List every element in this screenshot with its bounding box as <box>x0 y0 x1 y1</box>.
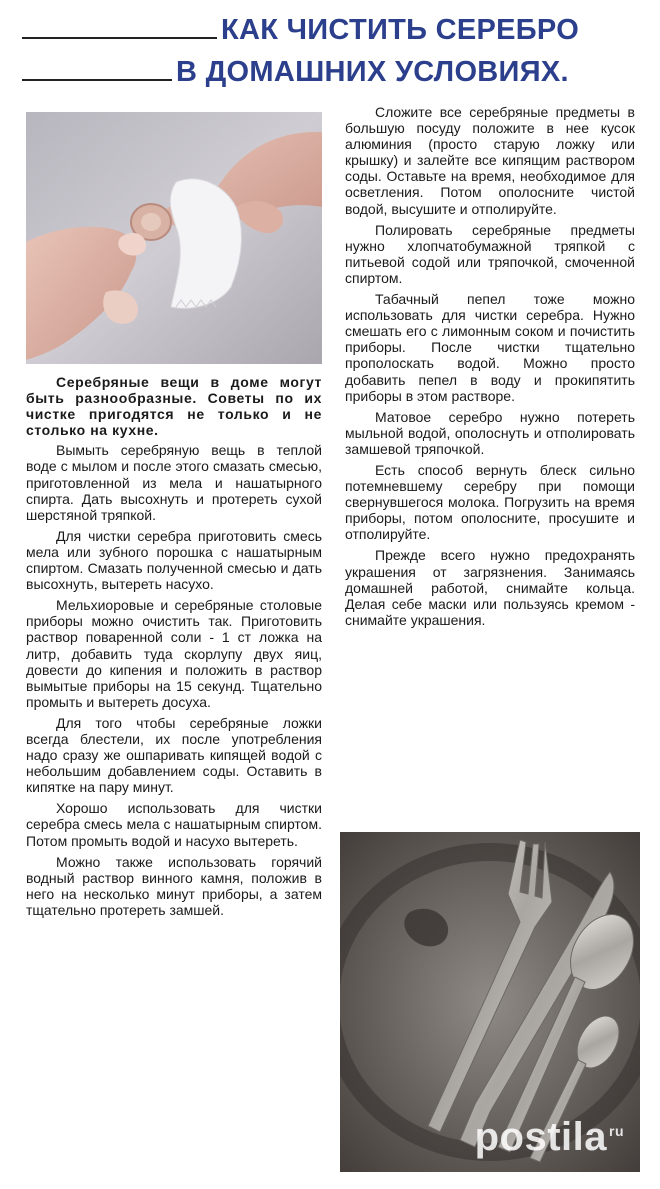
left-paragraph: Можно также использовать горячий водный раствор винного камня, положив в него на несколько минут приборы, а затем тщательно протереть замшей. <box>26 853 322 918</box>
left-paragraph: Мельхиоровые и серебряные столовые приборы можно очистить так. Приготовить раствор поваренной соли - 1 ст ложка на литр, добавить туда скорлупу двух яиц, довести до кипения и положить в раствор вымытые приборы на 15 секунд. Тщательно промыть и вытереть досуха. <box>26 597 322 710</box>
left-paragraph: Вымыть серебряную вещь в теплой воде с мылом и после этого смазать смесью, приготовленной из мела и нашатырного спирта. Дать высохнуть и протереть сухой шерстяной тряпкой. <box>26 442 322 523</box>
title-rule-2 <box>22 79 172 81</box>
right-paragraph: Сложите все серебряные предметы в большую посуду положите в нее кусок алюминия (просто старую ложку или крышку) и залейте все кипящим раствором соды. Оставьте на время, необходимое для осветления. Потом ополосните чистой водой, высушите и отполируйте. <box>345 104 635 217</box>
title-text-1: КАК ЧИСТИТЬ СЕРЕБРО <box>221 14 580 46</box>
left-paragraph: Для чистки серебра приготовить смесь мела или зубного порошка с нашатырным спиртом. Смазать полученной смесью и дать высохнуть, вытереть насухо. <box>26 527 322 593</box>
right-paragraph: Матовое серебро нужно потереть мыльной водой, ополоснуть и отполировать замшевой тряпочкой. <box>345 408 635 457</box>
watermark-sub: ru <box>609 1122 624 1139</box>
right-paragraph: Табачный пепел тоже можно использовать для чистки серебра. Нужно смешать его с лимонным соком и почистить приборы. После чистки тщательно прополоскать водой. Можно просто добавить пепел в воду и прокипятить приборы в этом растворе. <box>345 291 635 404</box>
right-column <box>345 104 635 633</box>
left-column <box>26 374 322 923</box>
right-paragraph: Полировать серебряные предметы нужно хлопчатобумажной тряпкой с питьевой содой или тряпочкой, смоченной спиртом. <box>345 221 635 286</box>
title-line-1 <box>22 14 579 47</box>
title-text-2: В ДОМАШНИХ УСЛОВИЯХ. <box>176 56 569 88</box>
watermark-main: postila <box>474 1115 607 1159</box>
left-paragraph: Для того чтобы серебряные ложки всегда блестели, их после употребления надо сразу же ошпаривать кипящей водой с небольшим добавлением соды. Оставить в кипятке на пару минут. <box>26 714 322 796</box>
hands-cloth-photo <box>26 112 322 364</box>
silver-cutlery-photo <box>340 832 640 1172</box>
lead-paragraph-block <box>26 374 322 438</box>
right-paragraph: Есть способ вернуть блеск сильно потемневшему серебру при помощи свернувшегося молока. Погрузить на время приборы, потом ополосните, просушите и отполируйте. <box>345 461 635 543</box>
right-paragraph: Прежде всего нужно предохранять украшения от загрязнения. Занимаясь домашней работой, снимайте кольца. Делая себе маски или пользуясь кремом - снимайте украшения. <box>345 547 635 628</box>
title-line-2 <box>22 56 569 89</box>
watermark <box>475 1115 624 1160</box>
lead-paragraph: Серебряные вещи в доме могут быть разнообразные. Советы по их чистке пригодятся не только и не столько на кухне. <box>26 374 322 439</box>
header <box>0 0 660 100</box>
title-rule-1 <box>22 37 217 39</box>
hands-cloth-illustration <box>26 112 322 364</box>
left-paragraph: Хорошо использовать для чистки серебра смесь мела с нашатырным спиртом. Потом промыть водой и насухо вытереть. <box>26 800 322 849</box>
